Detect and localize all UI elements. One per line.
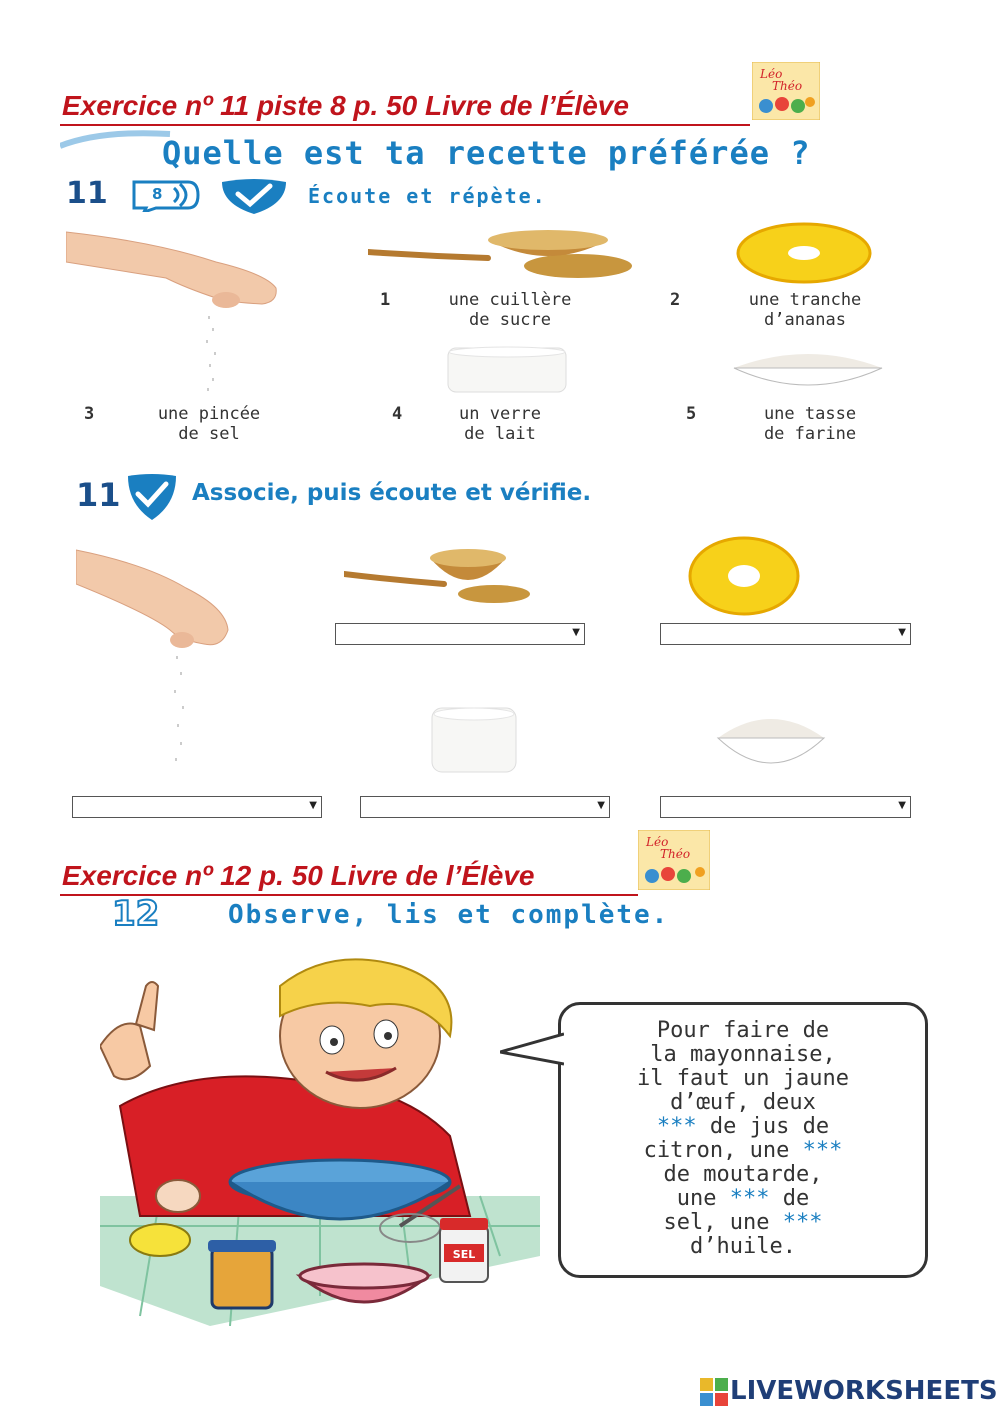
check-icon bbox=[218, 176, 290, 214]
bubble-tail bbox=[500, 1030, 564, 1070]
exercise-12-instruction: Observe, lis et complète. bbox=[228, 900, 670, 930]
bubble-text bbox=[561, 1005, 925, 1259]
item-1-num: 1 bbox=[380, 290, 391, 310]
svg-text:Théo: Théo bbox=[772, 79, 803, 93]
item-5-text: une tasse de farine bbox=[763, 404, 857, 444]
exercise-11-heading: Exercice nº 11 piste 8 p. 50 Livre de l’Élève bbox=[62, 90, 629, 121]
pineapple-slice-image-b bbox=[686, 534, 802, 618]
banner-title: Quelle est ta recette préférée ? bbox=[162, 134, 811, 172]
bubble-line: Pour faire de bbox=[656, 1018, 830, 1043]
dropdown-arrow-icon: ▼ bbox=[309, 800, 317, 811]
exercise-number: 11 bbox=[66, 176, 108, 211]
dropdown-arrow-icon: ▼ bbox=[572, 627, 580, 638]
answer-select-salt[interactable] bbox=[72, 796, 322, 818]
bubble-line: de moutarde, bbox=[663, 1162, 823, 1187]
milk-glass-image-b bbox=[428, 704, 520, 776]
pineapple-slice-image bbox=[734, 222, 874, 284]
milk-glass-image bbox=[444, 344, 570, 396]
exercise-number-b: 11 bbox=[76, 476, 121, 514]
bubble-line: une *** de bbox=[676, 1186, 810, 1211]
item-3-num: 3 bbox=[84, 404, 95, 424]
speech-bubble bbox=[558, 1002, 928, 1278]
boy-cooking-illustration bbox=[100, 956, 540, 1326]
check-icon-b bbox=[124, 472, 180, 520]
salt-pinch-image-b bbox=[76, 544, 236, 774]
answer-select-milk[interactable] bbox=[360, 796, 610, 818]
exercise-12-heading: Exercice nº 12 p. 50 Livre de l’Élève bbox=[62, 860, 535, 891]
bubble-line: citron, une *** bbox=[643, 1138, 843, 1163]
svg-text:Léo: Léo bbox=[760, 67, 783, 81]
flour-bowl-image bbox=[730, 346, 886, 392]
audio-track-icon[interactable] bbox=[130, 178, 202, 212]
bubble-line: il faut un jaune bbox=[637, 1066, 849, 1091]
exercise-12-number: 12 bbox=[112, 894, 160, 934]
item-3-text: une pincée de sel bbox=[157, 404, 261, 444]
part-a-instruction: Écoute et répète. bbox=[308, 184, 547, 208]
answer-select-flour[interactable] bbox=[660, 796, 911, 818]
book-cover-icon bbox=[752, 62, 820, 120]
flour-bowl-image-b bbox=[714, 708, 828, 778]
sugar-spoon-image bbox=[368, 226, 634, 282]
item-2-num: 2 bbox=[670, 290, 681, 310]
sugar-spoon-image-b bbox=[344, 536, 532, 606]
item-4-num: 4 bbox=[392, 404, 403, 424]
svg-text:Léo: Léo bbox=[646, 835, 669, 849]
bubble-line: la mayonnaise, bbox=[650, 1042, 836, 1067]
bubble-line: d’œuf, deux bbox=[670, 1090, 816, 1115]
salt-label: SEL bbox=[452, 1248, 476, 1261]
book-cover-icon bbox=[638, 830, 710, 890]
dropdown-arrow-icon: ▼ bbox=[898, 800, 906, 811]
item-1-text: une cuillère de sucre bbox=[448, 290, 572, 330]
item-4-text: un verre de lait bbox=[459, 404, 541, 444]
item-5-num: 5 bbox=[686, 404, 697, 424]
svg-text:Théo: Théo bbox=[660, 847, 691, 861]
liveworksheets-logo-icon bbox=[700, 1378, 728, 1406]
part-b-instruction: Associe, puis écoute et vérifie. bbox=[192, 480, 592, 506]
track-number: 8 bbox=[152, 185, 163, 203]
item-2-text: une tranche d’ananas bbox=[748, 290, 862, 330]
salt-pinch-image bbox=[66, 228, 286, 398]
liveworksheets-brand: LIVEWORKSHEETS bbox=[730, 1376, 998, 1406]
answer-select-sugar[interactable] bbox=[335, 623, 585, 645]
answer-select-pineapple[interactable] bbox=[660, 623, 911, 645]
heading-underline bbox=[60, 124, 750, 126]
dropdown-arrow-icon: ▼ bbox=[898, 627, 906, 638]
bubble-line: *** de jus de bbox=[656, 1114, 830, 1139]
bubble-line: d’huile. bbox=[690, 1234, 796, 1259]
dropdown-arrow-icon: ▼ bbox=[597, 800, 605, 811]
bubble-line: sel, une *** bbox=[663, 1210, 823, 1235]
